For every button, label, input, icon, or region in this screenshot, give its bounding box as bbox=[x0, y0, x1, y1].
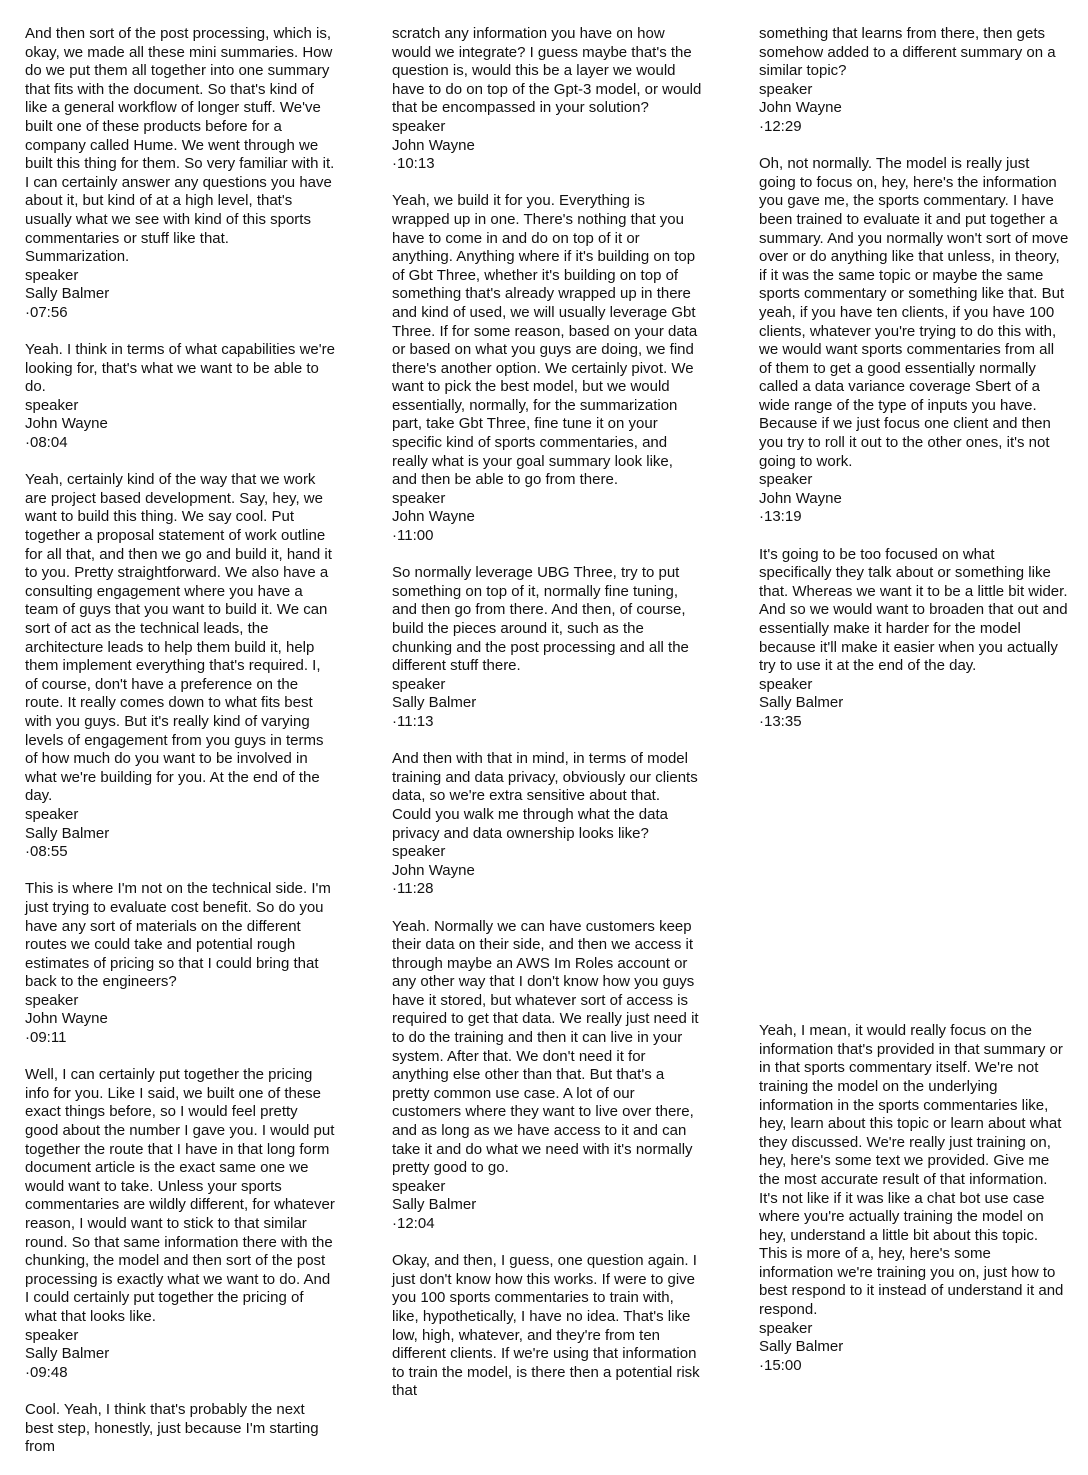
timestamp: ·12:04 bbox=[392, 1215, 435, 1232]
speaker-label: speaker bbox=[25, 266, 79, 284]
transcript-block bbox=[392, 918, 702, 1234]
utterance-text: Yeah, I mean, it would really focus on the information that's provided in that summary or in that sports commentary itself. We're not training the model on the underlying information in the sports commentaries like, hey, learn about this topic or learn about what they discussed. We're really just training on, hey, here's some text we provided. Give me the most accurate result of that information. It's not like if it was like a chat bot use case where you're actually training the model on hey, understand a little bit about this topic. This is more of a, hey, here's some information we're training you on, just how to best respond to it instead of understand it and respond. bbox=[759, 1022, 1064, 1319]
speaker-label: speaker bbox=[759, 675, 813, 693]
timestamp: ·08:04 bbox=[25, 434, 68, 452]
timestamp: ·09:11 bbox=[25, 1029, 67, 1047]
speaker-name: Sally Balmer bbox=[759, 1338, 844, 1356]
speaker-name: John Wayne bbox=[759, 99, 842, 117]
transcript-block bbox=[25, 880, 335, 1047]
utterance-text: something that learns from there, then gets somehow added to a different summary on a similar topic? bbox=[759, 25, 1056, 80]
speaker-label: speaker bbox=[25, 805, 79, 823]
utterance-text: Oh, not normally. The model is really just going to focus on, hey, here's the information you gave me, the sports commentary. I have been trained to evaluate it and put together a summary. And you normally won't sort of move over or do anything like that unless, in theory, if it was the same topic or maybe the same sports commentary or something like that. But yeah, if you have ten clients, if you have 100 clients, whatever you're trying to do this with, we would want sports commentaries from all of them to get a good essentially normally called a data variance coverage Sbert of a wide range of the type of inputs you have. Because if we just focus one client and then you try to roll it out to the other ones, it's not going to work. bbox=[759, 155, 1069, 470]
timestamp: ·10:13 bbox=[392, 155, 435, 173]
timestamp: ·07:56 bbox=[25, 303, 68, 321]
utterance-text: It's going to be too focused on what specifically they talk about or something like that. Whereas we want it to be a little bit wider. And so we would want to broaden that out and essentially make it harder for the model because it'll make it easier when you actually try to use it at the end of the day. bbox=[759, 545, 1068, 675]
timestamp: ·11:00 bbox=[392, 527, 434, 545]
transcript-block bbox=[392, 1252, 702, 1401]
transcript-block bbox=[759, 155, 1069, 527]
transcript-block bbox=[759, 25, 1069, 137]
speaker-name: Sally Balmer bbox=[392, 1196, 477, 1214]
speaker-label: speaker bbox=[392, 117, 446, 135]
speaker-name: Sally Balmer bbox=[759, 694, 844, 712]
transcript-block bbox=[25, 1066, 335, 1382]
speaker-label: speaker bbox=[759, 80, 813, 98]
utterance-text: Yeah, certainly kind of the way that we work are project based development. Say, hey, we want to build this thing. We say cool. Put together a proposal statement of work outline for all that, and then we go and build it, hand it to you. Pretty straightforward. We also have a consulting engagement where you have a team of guys that you want to build it. We can sort of act as the technical leads, the architecture leads to help them build it, help them implement everything that's required. I, of course, don't have a preference on the route. It really comes down to what fits best with you guys. But it's really kind of varying levels of engagement from you guys in terms of how much do you want to be involved in what we're building for you. At the end of the day. bbox=[25, 471, 332, 805]
speaker-label: speaker bbox=[25, 1326, 79, 1344]
utterance-text: Cool. Yeah, I think that's probably the next best step, honestly, just because I'm starting from bbox=[25, 1400, 319, 1456]
speaker-name: John Wayne bbox=[759, 489, 842, 507]
speaker-name: Sally Balmer bbox=[392, 694, 477, 712]
speaker-name: John Wayne bbox=[392, 861, 475, 879]
utterance-text: Yeah, we build it for you. Everything is wrapped up in one. There's nothing that you have to come in and do on top of it or anything. Anything where if it's building on top of Gbt Three, whether it's building on top of something that's already wrapped up in there and kind of used, we will usually leverage Gbt Three. If for some reason, based on your data or based on what you guys are doing, we find there's another option. We certainly pivot. We want to pick the best model, but we would essentially, normally, for the summarization part, take Gbt Three, fine tune it on your specific kind of sports commentaries, and really what is your goal summary look like, and then be able to go from there. bbox=[392, 192, 698, 489]
utterance-text: Well, I can certainly put together the pricing info for you. Like I said, we built one of these exact things before, so I would feel pretty good about the number I gave you. I would put together the route that I have in that long form document article is the exact same one we would want to take. Unless your sports commentaries are wildly different, for whatever reason, I would want to stick to that similar round. So that same information there with the chunking, the model and then sort of the post processing is exactly what we want to do. And I could certainly put together the pricing of what that looks like. bbox=[25, 1066, 335, 1325]
transcript-block bbox=[392, 192, 702, 545]
speaker-label: speaker bbox=[759, 471, 813, 489]
transcript-block bbox=[759, 1022, 1069, 1375]
column-gap-spacer bbox=[759, 750, 1069, 1022]
utterance-text: Yeah. Normally we can have customers keep their data on their side, and then we access it through maybe an AWS Im Roles account or any other way that I don't know how you guys have it stored, but whatever sort of access is required to get that data. We really just need it to do the training and then it can live in your system. After that. We don't need it for anything else other than that. But that's a pretty common use case. A lot of our customers where they want to live over there, and as long as we have access to it and can take it and do what we need with it's normally pretty good to go. bbox=[392, 917, 699, 1177]
timestamp: ·13:19 bbox=[759, 508, 802, 526]
utterance-text: Yeah. I think in terms of what capabilities we're looking for, that's what we want to be able to do. bbox=[25, 341, 335, 396]
utterance-text: Okay, and then, I guess, one question again. I just don't know how this works. If were to give you 100 sports commentaries to train with, like, hypothetically, I have no idea. That's like low, high, whatever, and they're from ten different clients. If we're using that information to train the model, is there then a potential risk that bbox=[392, 1252, 700, 1400]
transcript-block bbox=[25, 471, 335, 861]
speaker-name: John Wayne bbox=[392, 136, 475, 154]
timestamp: ·15:00 bbox=[759, 1356, 802, 1374]
utterance-text: So normally leverage UBG Three, try to put something on top of it, normally fine tuning, and then go from there. And then, of course, build the pieces around it, such as the chunking and the post processing and all the different stuff there. bbox=[392, 564, 689, 675]
utterance-text: And then with that in mind, in terms of model training and data privacy, obviously our clients data, so we're extra sensitive about that. Could you walk me through what the data privacy and data ownership looks like? bbox=[392, 750, 698, 842]
speaker-name: Sally Balmer bbox=[25, 1345, 110, 1363]
transcript-block bbox=[392, 564, 702, 731]
transcript-block bbox=[759, 546, 1069, 732]
timestamp: ·11:28 bbox=[392, 880, 434, 898]
transcript-column-2 bbox=[392, 25, 702, 1475]
transcript-block bbox=[25, 1401, 335, 1457]
timestamp: ·09:48 bbox=[25, 1363, 68, 1381]
utterance-text: This is where I'm not on the technical side. I'm just trying to evaluate cost benefit. So do you have any sort of materials on the different routes we could take and potential rough estimates of pricing so that I could bring that back to the engineers? bbox=[25, 880, 331, 991]
speaker-label: speaker bbox=[25, 991, 79, 1009]
timestamp: ·08:55 bbox=[25, 843, 68, 861]
transcript-block bbox=[25, 25, 335, 323]
speaker-label: speaker bbox=[759, 1319, 813, 1337]
speaker-label: speaker bbox=[392, 489, 446, 507]
utterance-text: scratch any information you have on how would we integrate? I guess maybe that's the question is, would this be a layer we would have to do on top of the Gpt-3 model, or would that be encompassed in your solution? bbox=[392, 25, 702, 117]
speaker-label: speaker bbox=[392, 843, 446, 861]
timestamp: ·11:13 bbox=[392, 712, 434, 730]
speaker-label: speaker bbox=[392, 675, 446, 693]
speaker-name: Sally Balmer bbox=[25, 285, 110, 303]
transcript-column-3 bbox=[759, 25, 1069, 1475]
transcript-block bbox=[392, 25, 702, 174]
speaker-name: John Wayne bbox=[25, 415, 108, 433]
transcript-block bbox=[392, 750, 702, 899]
speaker-name: John Wayne bbox=[392, 508, 475, 526]
transcript-block bbox=[25, 341, 335, 453]
speaker-label: speaker bbox=[25, 396, 79, 414]
timestamp: ·13:35 bbox=[759, 712, 802, 730]
speaker-label: speaker bbox=[392, 1177, 446, 1195]
timestamp: ·12:29 bbox=[759, 117, 802, 135]
speaker-name: Sally Balmer bbox=[25, 824, 110, 842]
transcript-column-1 bbox=[25, 25, 335, 1475]
speaker-name: John Wayne bbox=[25, 1010, 108, 1028]
utterance-text: And then sort of the post processing, which is, okay, we made all these mini summaries. How do we put them all together into one summary that fits with the document. So that's kind of like a general workflow of longer stuff. We've built one of these products before for a company called Hume. We went through we built this thing for them. So very familiar with it. I can certainly answer any questions you have about it, but kind of at a high level, that's usually what we see with kind of this sports commentaries or stuff like that. Summarization. bbox=[25, 25, 335, 266]
